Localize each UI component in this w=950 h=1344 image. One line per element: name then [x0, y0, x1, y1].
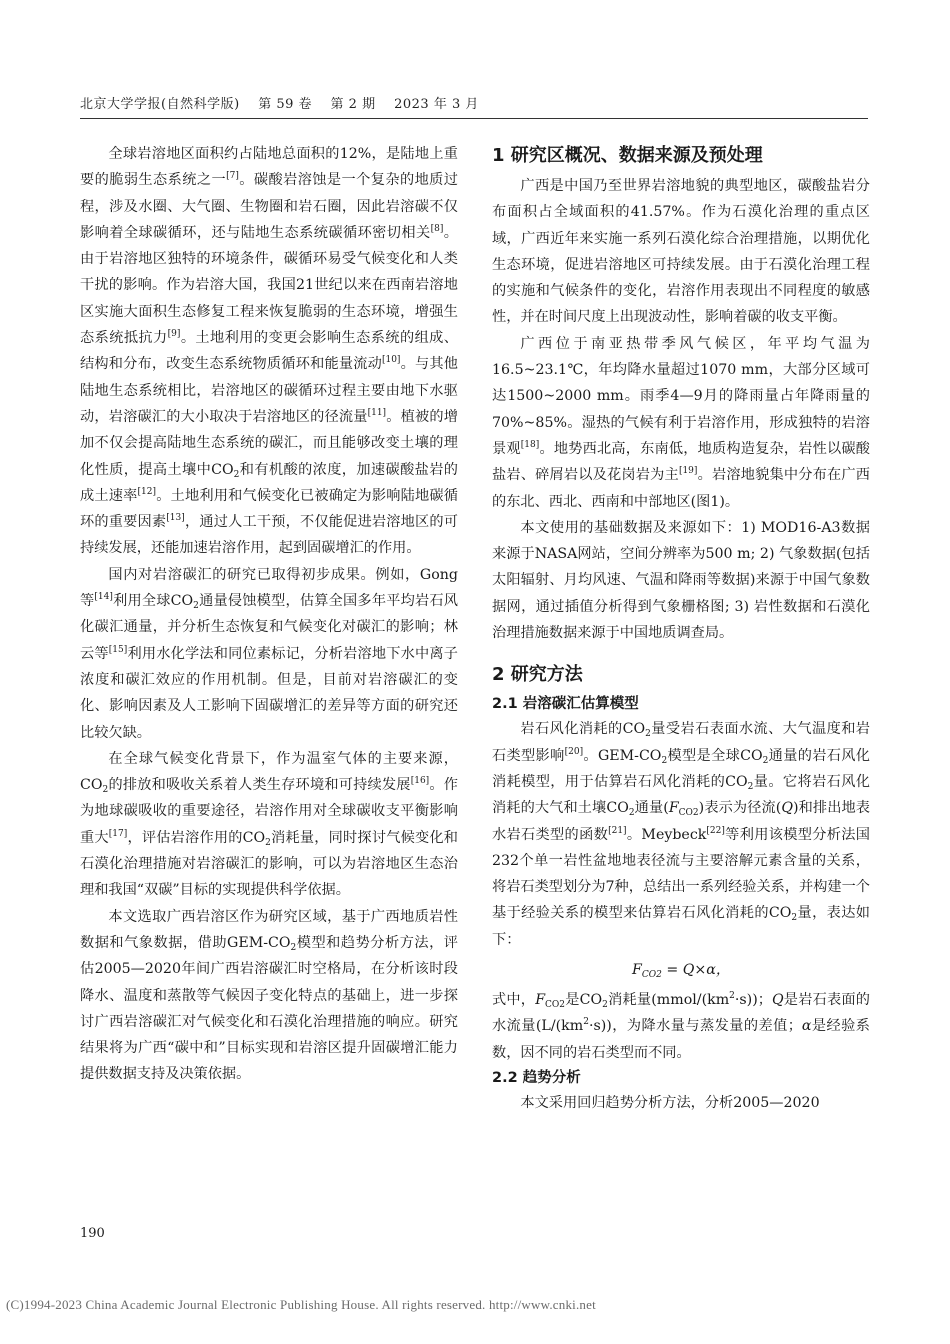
citation[interactable]: [11] — [367, 407, 387, 418]
paragraph: 岩石风化消耗的$CO_2$量受岩石表面水流、大气温度和岩石类型影响[20]。GEM-$CO_2$模型是全球$CO_2$通量的岩石风化消耗模型，用于估算岩石风化消耗的$CO_2$量。它将岩石风化消耗的大气和土壤$CO_2$通量$(F_{CO2})$表示为径流(Q)和排出地表水岩石类型的函数[21]。Meybeck[22]等利用该模型分析法国232个单一岩性盆地地表径流与主要溶解元素含量的关系，将岩石类型划分为7种，总结出一系列经验关系，并构建一个基于经验关系的模型来估算岩石风化消耗的$CO_2$量，表达如下： — [492, 721, 870, 948]
section-heading: 2 研究方法 — [492, 664, 583, 686]
journal-name: 北京大学学报(自然科学版) — [80, 97, 240, 112]
citation[interactable]: [13] — [166, 513, 185, 524]
paragraph: 全球岩溶地区面积约占陆地总面积的12%，是陆地上重要的脆弱生态系统之一[7]。碳酸岩溶蚀是一个复杂的地质过程，涉及水圈、大气圈、生物圈和岩石圈，因此岩溶碳不仅影响着全球碳循环，还与陆地生态系统碳循环密切相关[8]。由于岩溶地区独特的环境条件，碳循环易受气候变化和人类干扰的影响。作为岩溶大国，我国21世纪以来在西南岩溶地区实施大面积生态修复工程来恢复脆弱的生态环境，增强生态系统抵抗力[9]。土地利用的变更会影响生态系统的组成、结构和分布，改变生态系统物质循环和能量流动[10]。与其他陆地生态系统相比，岩溶地区的碳循环过程主要由地下水驱动，岩溶碳汇的大小取决于岩溶地区的径流量[11]。植被的增加不仅会提高陆地生态系统的碳汇，而且能够改变土壤的理化性质，提高土壤中$CO_2$和有机酸的浓度，加速碳酸盐岩的成土速率[12]。土地利用和气候变化已被确定为影响陆地碳循环的重要因素[13]，通过人工干预，不仅能促进岩溶地区的可持续发展，还能加速岩溶作用，起到固碳增汇的作用。 — [80, 146, 458, 557]
citation[interactable]: [9] — [167, 329, 181, 340]
subsection-heading: 2.2 趋势分析 — [492, 1069, 581, 1086]
paragraph: 本文采用回归趋势分析方法，分析2005—2020 — [520, 1094, 820, 1111]
right-column — [492, 141, 870, 1116]
citation[interactable]: [8] — [430, 223, 444, 234]
paragraph: 国内对岩溶碳汇的研究已取得初步成果。例如，Gong等[14]利用全球$CO_2$通量侵蚀模型，估算全国多年平均岩石风化碳汇通量，并分析生态恢复和气候变化对碳汇的影响；林云等[15]利用水化学法和同位素标记，分析岩溶地下水中离子浓度和碳汇效应的作用机制。但是，目前对岩溶碳汇的变化、影响因素及人工影响下固碳增汇的差异等方面的研究还比较欠缺。 — [80, 566, 458, 741]
volume: 第 59 卷 — [258, 97, 312, 112]
citation[interactable]: [16] — [410, 776, 430, 787]
citation[interactable]: [22] — [706, 825, 725, 836]
paragraph: 广西位于南亚热带季风气候区，年平均气温为16.5~23.1℃，年均降水量超过1070 mm，大部分区域可达1500~2000 mm。雨季4—9月的降雨量占年降雨量的70%~85%。湿热的气候有利于岩溶作用，形成独特的岩溶景观[18]。地势西北高，东南低，地质构造复杂，岩性以碳酸盐岩、碎屑岩以及花岗岩为主[19]。岩溶地貌集中分布在广西的东北、西北、西南和中部地区(图1)。 — [492, 335, 870, 510]
left-column — [80, 141, 458, 1088]
citation[interactable]: [19] — [678, 466, 698, 477]
paragraph: 在全球气候变化背景下，作为温室气体的主要来源，$CO_2$的排放和吸收关系着人类生存环境和可持续发展[16]。作为地球碳吸收的重要途径，岩溶作用对全球碳收支平衡影响重大[17]，评估岩溶作用的$CO_2$消耗量，同时探讨气候变化和石漠化治理措施对岩溶碳汇的影响，可以为岩溶地区生态治理和我国“双碳”目标的实现提供科学依据。 — [80, 750, 458, 899]
citation[interactable]: [12] — [137, 486, 157, 497]
citation[interactable]: [7] — [226, 171, 239, 182]
issue: 第 2 期 — [330, 97, 376, 112]
page-number: 190 — [80, 1226, 105, 1241]
paragraph: 本文使用的基础数据及来源如下：1) MOD16-A3数据来源于NASA网站，空间分辨率为500 m; 2) 气象数据(包括太阳辐射、月均风速、气温和降雨等数据)来源于中国气象数据网，通过插值分析得到气象栅格图; 3) 岩性数据和石漠化治理措施数据来源于中国地质调查局。 — [492, 519, 870, 642]
citation[interactable]: [18] — [520, 439, 540, 450]
paragraph: 本文选取广西岩溶区作为研究区域，基于广西地质岩性数据和气象数据，借助GEM-$CO_2$模型和趋势分析方法，评估2005—2020年间广西岩溶碳汇时空格局，在分析该时段降水、温度和蒸散等气候因子变化特点的基础上，进一步探讨广西岩溶碳汇对气候变化和石漠化治理措施的响应。研究结果将为广西“碳中和”目标实现和岩溶区提升固碳增汇能力提供数据支持及决策依据。 — [80, 908, 458, 1083]
copyright-footer: (C)1994-2023 China Academic Journal Electronic Publishing House. All rights reserved. http://www.cnki.net — [6, 1297, 596, 1312]
citation[interactable]: [17] — [108, 828, 128, 839]
citation[interactable]: [20] — [564, 746, 584, 757]
citation[interactable]: [10] — [381, 355, 401, 366]
header-rule — [80, 118, 868, 119]
paragraph: 式中，$F_{CO2}$是$CO_2$消耗量$(mmol/(km^2\cdot s))$；Q是岩石表面的水流量$(L/(km^2\cdot s))$，为降水量与蒸发量的差值；α是经验系数，因不同的岩石类型而不同。 — [492, 991, 870, 1061]
equation: $F_{CO2} = Q\times\alpha$， — [631, 962, 731, 981]
section-heading: 1 研究区概况、数据来源及预处理 — [492, 145, 763, 166]
publication-date: 2023 年 3 月 — [394, 97, 479, 112]
citation[interactable]: [14] — [94, 592, 113, 603]
citation[interactable]: [15] — [108, 644, 128, 655]
running-header — [80, 93, 479, 112]
subsection-heading: 2.1 岩溶碳汇估算模型 — [492, 696, 639, 713]
paragraph: 广西是中国乃至世界岩溶地貌的典型地区，碳酸盐岩分布面积占全域面积的41.57%。作为石漠化治理的重点区域，广西近年来实施一系列石漠化综合治理措施，以期优化生态环境，促进岩溶地区可持续发展。由于石漠化治理工程的实施和气候条件的变化，岩溶作用表现出不同程度的敏感性，并在时间尺度上出现波动性，影响着碳的收支平衡。 — [492, 178, 870, 326]
citation[interactable]: [21] — [608, 825, 627, 836]
